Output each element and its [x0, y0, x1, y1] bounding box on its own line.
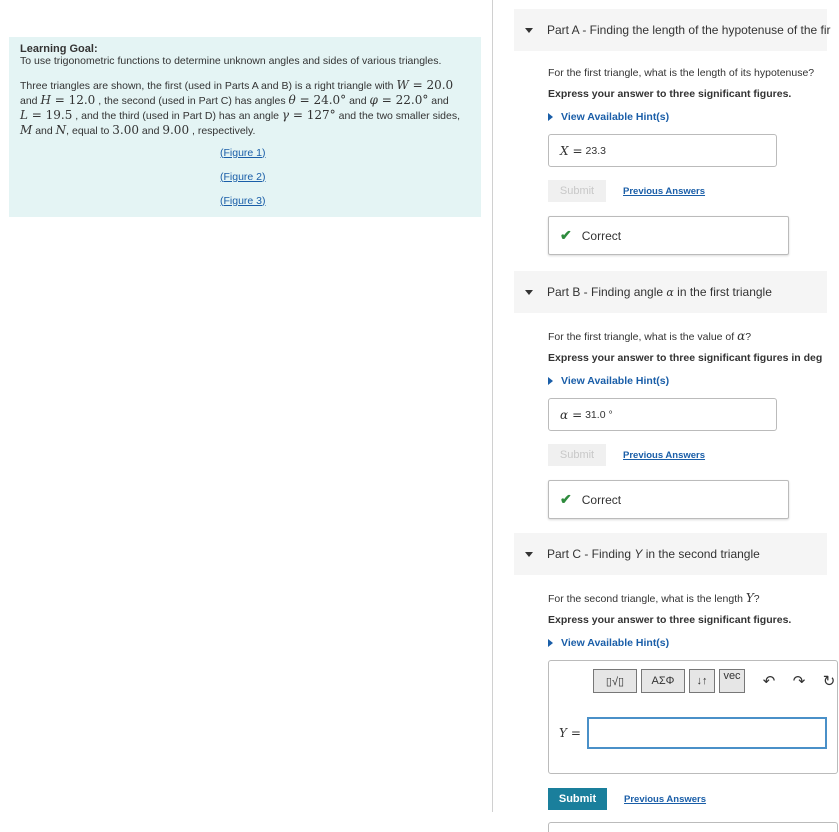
part-a-feedback	[548, 216, 789, 255]
answer-variable: Y	[559, 726, 567, 740]
var-H: H	[40, 92, 51, 107]
value-gamma: 127°	[306, 107, 336, 122]
part-b-answer-field[interactable]	[548, 398, 777, 431]
desc-text: and	[32, 124, 56, 137]
value-M: 3.00	[112, 122, 139, 137]
part-b-instruction: Express your answer to three significant figures in deg	[548, 352, 823, 364]
part-c-header[interactable]	[514, 533, 827, 575]
part-b-question	[548, 329, 827, 343]
answer-value: 31.0	[585, 408, 606, 421]
templates-button[interactable]: ▯√▯	[593, 669, 637, 693]
desc-text: and	[139, 124, 163, 137]
value-N: 9.00	[162, 122, 190, 137]
eq-sign: =	[50, 92, 69, 107]
question-symbol: Y	[745, 591, 754, 605]
part-b	[514, 271, 827, 519]
part-b-feedback	[548, 480, 789, 519]
reset-icon[interactable]: ↻	[822, 673, 836, 690]
question-symbol: α	[737, 329, 746, 343]
value-L: 19.5	[45, 107, 73, 122]
collapse-caret-icon[interactable]	[525, 552, 533, 557]
title-text: Part B - Finding angle	[547, 285, 667, 299]
hint-label: View Available Hint(s)	[561, 637, 670, 649]
eq-sign: =	[570, 726, 581, 740]
desc-text: and	[428, 94, 449, 107]
part-a-submit-button[interactable]: Submit	[548, 180, 606, 202]
var-M: M	[20, 122, 33, 137]
part-c-instruction: Express your answer to three significant figures.	[548, 614, 792, 626]
part-a-hint-toggle[interactable]	[548, 111, 827, 123]
var-gamma: γ	[281, 107, 290, 122]
desc-text: Three triangles are shown, the first (used in Parts A and B) is a right triangle with	[20, 79, 397, 92]
figure-links	[220, 146, 470, 218]
undo-icon[interactable]: ↶	[762, 673, 776, 690]
part-b-previous-answers-link[interactable]: Previous Answers	[623, 449, 706, 461]
feedback-status: Correct	[581, 492, 622, 507]
var-W: W	[396, 77, 409, 92]
vector-button[interactable]: vec	[719, 669, 745, 693]
question-text: ?	[745, 331, 752, 343]
hint-label: View Available Hint(s)	[561, 111, 670, 123]
eq-sign: =	[572, 143, 583, 158]
desc-text: , respectively.	[189, 124, 256, 137]
math-input-row	[559, 717, 827, 749]
greek-symbols-button[interactable]: ΑΣΦ	[641, 669, 685, 693]
part-b-header[interactable]	[514, 271, 827, 313]
title-text: Part C - Finding	[547, 547, 635, 561]
expand-triangle-icon	[548, 377, 553, 385]
figure-2-link[interactable]: (Figure 2)	[220, 170, 266, 183]
var-phi: φ	[369, 92, 378, 107]
eq-sign: =	[572, 407, 583, 422]
part-c-hint-toggle[interactable]	[548, 637, 827, 649]
eq-sign: =	[27, 107, 46, 122]
part-c-title	[547, 547, 760, 561]
checkmark-icon: ✔	[560, 227, 572, 243]
math-toolbar	[593, 669, 839, 693]
part-a-question: For the first triangle, what is the length of its hypotenuse?	[548, 67, 815, 79]
hint-label: View Available Hint(s)	[561, 375, 670, 387]
answer-variable: α	[560, 407, 569, 422]
value-theta: 24.0°	[313, 92, 347, 107]
learning-goal-text: To use trigonometric functions to determine unknown angles and sides of various triangles.	[20, 55, 442, 67]
feedback-status: Correct	[581, 228, 622, 243]
eq-sign: =	[295, 92, 314, 107]
problem-description	[20, 78, 470, 138]
expand-triangle-icon	[548, 639, 553, 647]
value-phi: 22.0°	[395, 92, 429, 107]
checkmark-icon: ✔	[560, 491, 572, 507]
part-a-header[interactable]	[514, 9, 831, 51]
question-text: For the first triangle, what is the value of	[548, 331, 738, 343]
expand-triangle-icon	[548, 113, 553, 121]
var-theta: θ	[288, 92, 296, 107]
desc-text: and	[20, 94, 41, 107]
desc-text: and the two smaller sides,	[335, 109, 460, 122]
desc-text: , the second (used in Part C) has angles	[95, 94, 289, 107]
part-c-answer-input[interactable]	[587, 717, 827, 749]
answer-unit: °	[608, 408, 613, 421]
eq-sign: =	[289, 107, 307, 122]
part-c	[514, 533, 836, 832]
part-a-previous-answers-link[interactable]: Previous Answers	[623, 185, 706, 197]
part-a-title: Part A - Finding the length of the hypotenuse of the fir	[547, 23, 831, 37]
question-text: ?	[753, 593, 760, 605]
redo-icon[interactable]: ↷	[792, 673, 806, 690]
title-symbol: Y	[634, 547, 643, 561]
part-b-title	[547, 285, 772, 299]
part-a-answer-field[interactable]	[548, 134, 777, 167]
answer-variable: X	[560, 143, 569, 158]
desc-text: , and the third (used in Part D) has an angle	[72, 109, 282, 122]
panel-divider	[492, 0, 493, 812]
part-c-previous-answers-link[interactable]: Previous Answers	[624, 793, 707, 805]
desc-text: and	[346, 94, 370, 107]
var-L: L	[20, 107, 28, 122]
learning-goal-panel	[9, 37, 481, 217]
part-b-hint-toggle[interactable]	[548, 375, 827, 387]
collapse-caret-icon[interactable]	[525, 290, 533, 295]
value-H: 12.0	[68, 92, 96, 107]
title-symbol: α	[666, 286, 674, 299]
learning-goal-title: Learning Goal:	[20, 43, 98, 55]
next-feedback-box	[548, 822, 838, 832]
figure-3-link[interactable]: (Figure 3)	[220, 194, 266, 207]
var-N: N	[55, 122, 67, 137]
question-text: For the second triangle, what is the length	[548, 593, 746, 605]
part-b-submit-button[interactable]: Submit	[548, 444, 606, 466]
part-a-instruction: Express your answer to three significant figures.	[548, 88, 792, 100]
part-c-question	[548, 591, 827, 605]
figure-1-link[interactable]: (Figure 1)	[220, 146, 266, 159]
title-text: in the first triangle	[673, 285, 772, 299]
part-c-submit-button[interactable]: Submit	[548, 788, 607, 810]
answer-value: 23.3	[585, 144, 606, 157]
desc-text: , equal to	[66, 124, 113, 137]
value-W: 20.0	[426, 77, 454, 92]
arrows-button[interactable]: ↓↑	[689, 669, 715, 693]
title-text: in the second triangle	[642, 547, 760, 561]
part-c-math-editor	[548, 660, 838, 774]
eq-sign: =	[377, 92, 396, 107]
part-a	[514, 9, 831, 255]
eq-sign: =	[408, 77, 427, 92]
collapse-caret-icon[interactable]	[525, 28, 533, 33]
